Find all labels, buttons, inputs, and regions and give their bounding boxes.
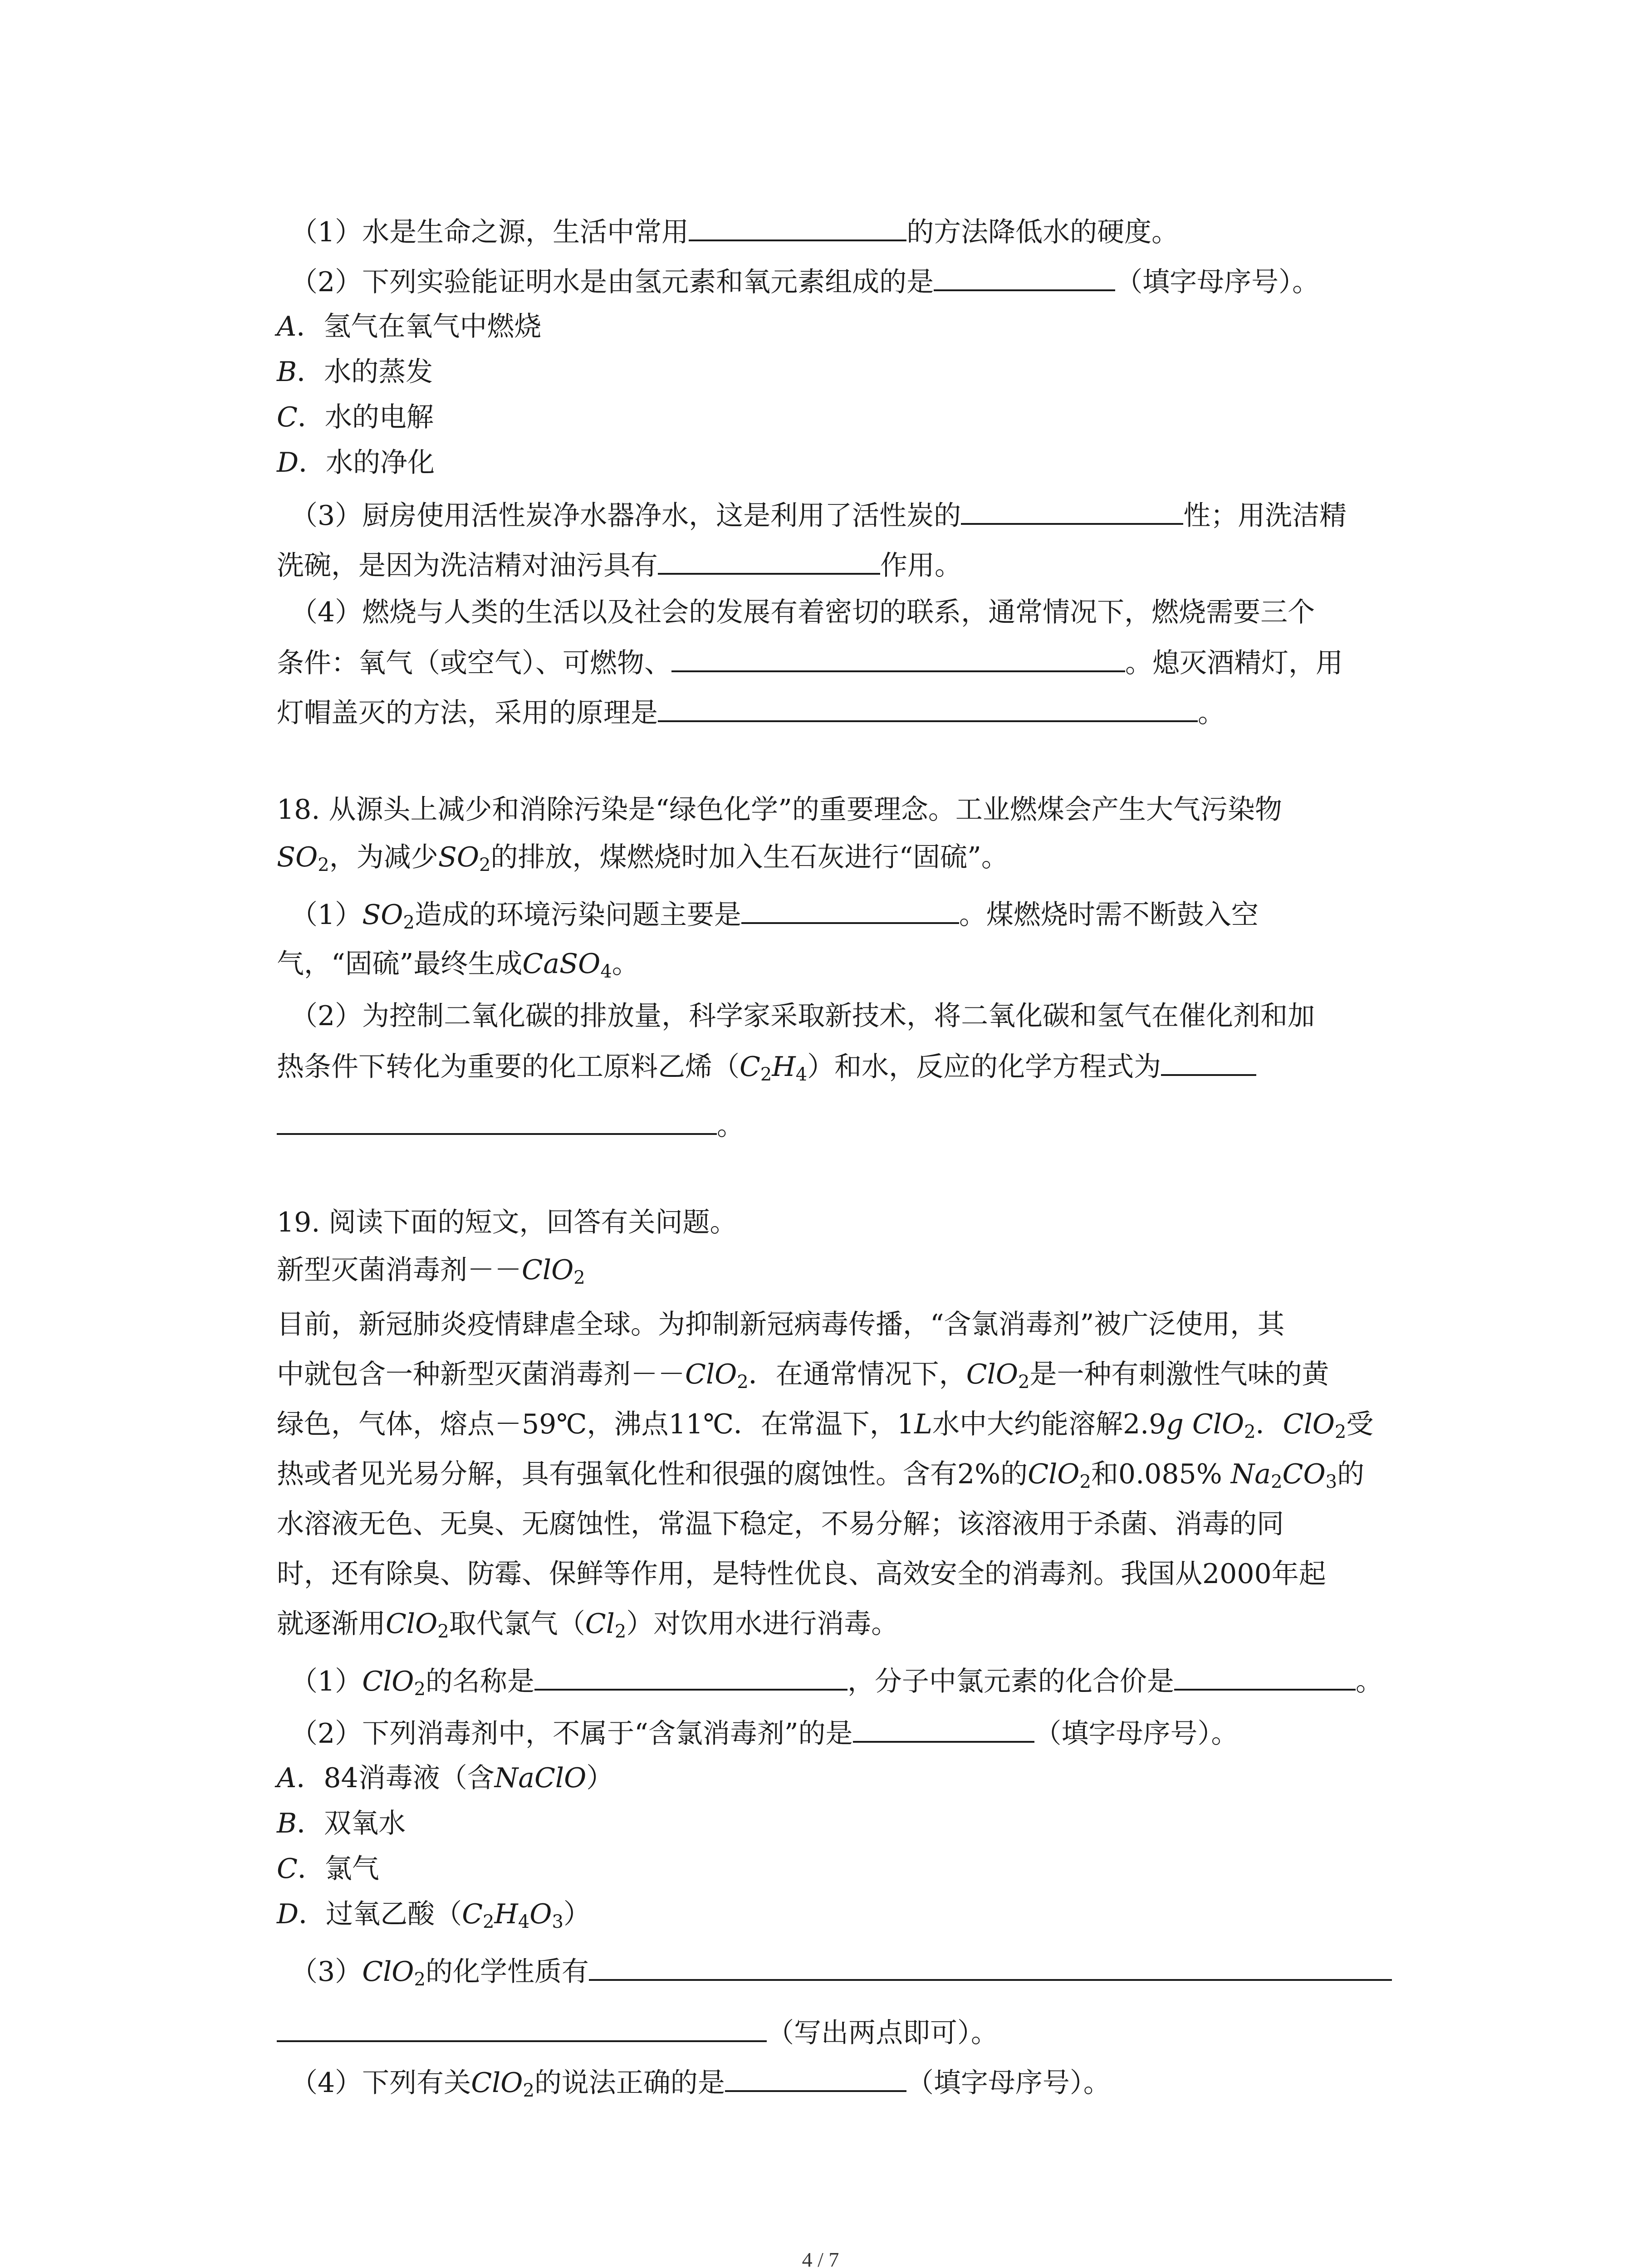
passage-text: 受 — [1346, 1408, 1374, 1440]
option-letter: C — [277, 1853, 298, 1885]
q17-part4 — [290, 594, 1315, 631]
formula-clo2: ClO — [1283, 1408, 1335, 1440]
q17-part1-text-end: 的方法降低水的硬度。 — [906, 216, 1179, 248]
formula-c2h4-h: H — [772, 1051, 796, 1083]
subscript: 2 — [437, 1621, 449, 1642]
subscript: 2 — [760, 1064, 772, 1085]
q19-intro: 阅读下面的短文，回答有关问题。 — [328, 1207, 737, 1238]
q18-part1-text-2: 。煤燃烧时需不断鼓入空 — [959, 899, 1259, 931]
unit-gram: g — [1166, 1408, 1184, 1440]
q17-part4-text-3: 。熄灭酒精灯，用 — [1125, 647, 1343, 679]
subscript: 3 — [1325, 1471, 1337, 1492]
q19-part2 — [290, 1715, 1239, 1752]
subscript: 3 — [552, 1911, 563, 1932]
answer-blank[interactable] — [671, 644, 1125, 672]
q17-part4-cont — [277, 644, 1343, 681]
option-text: ．双氧水 — [297, 1808, 406, 1839]
option-text-end: ） — [563, 1898, 591, 1930]
question-number: 18. — [277, 794, 320, 826]
q18-part2-text-3: ）和水，反应的化学方程式为 — [807, 1051, 1161, 1083]
q17-part4-text-2: 条件：氧气（或空气）、可燃物、 — [277, 647, 671, 679]
passage-text: 目前，新冠肺炎疫情肆虐全球。为抑制新冠病毒传播，“含氯消毒剂”被广泛使用，其 — [277, 1309, 1285, 1340]
q19-part3-label: （3） — [290, 1956, 362, 1988]
formula-clo2: ClO — [362, 1956, 414, 1988]
q19-option-a — [277, 1760, 613, 1796]
q19-part1-text-2: ，分子中氯元素的化合价是 — [847, 1666, 1174, 1697]
q17-option-c — [277, 399, 434, 435]
q18-part2-cont2 — [277, 1107, 744, 1144]
option-letter: A — [277, 1762, 297, 1794]
q17-part3-text: （3）厨房使用活性炭净水器净水，这是利用了活性炭的 — [290, 500, 961, 532]
q17-option-d — [277, 445, 435, 481]
subscript: 4 — [600, 961, 612, 982]
q18-part1 — [290, 896, 1259, 933]
q18-part2-text-2: 热条件下转化为重要的化工原料乙烯（ — [277, 1051, 740, 1083]
passage-text: 水中大约能溶解2.9 — [932, 1408, 1166, 1440]
option-text: ．过氧乙酸（ — [299, 1898, 462, 1930]
subscript: 2 — [614, 1621, 627, 1642]
subscript: 2 — [403, 912, 415, 933]
q19-passage-line2 — [277, 1356, 1329, 1393]
formula-caso4: CaSO — [522, 948, 601, 980]
formula-clo2: ClO — [1192, 1408, 1244, 1440]
q19-part3 — [290, 1953, 1392, 1990]
q19-stem — [277, 1204, 737, 1241]
answer-blank[interactable] — [934, 263, 1115, 291]
formula-naclo: NaClO — [494, 1762, 587, 1794]
option-text: ．水的蒸发 — [297, 356, 433, 388]
formula-so2: SO — [438, 841, 480, 873]
q19-part1-label: （1） — [290, 1666, 362, 1697]
subscript: 2 — [483, 1911, 495, 1932]
subscript: 2 — [1334, 1422, 1347, 1442]
q18-part1-text-end: 。 — [612, 948, 639, 980]
q17-part3-text-end: 作用。 — [880, 550, 962, 582]
q19-passage-line3: 绿色，气体，熔点－59℃，沸点11℃．在常温下，1L水中大约能溶解2.9g ClO$_2$．ClO$_2$受 — [277, 1408, 1374, 1442]
q19-part3-text: 的化学性质有 — [425, 1956, 589, 1988]
answer-blank[interactable] — [658, 694, 1198, 722]
q17-part3-text-mid: 性；用洗洁精 — [1183, 500, 1347, 532]
subscript: 2 — [1079, 1471, 1091, 1492]
answer-blank[interactable] — [741, 896, 959, 924]
q18-stem-cont — [277, 839, 1009, 875]
q18-part2-text-end: 。 — [717, 1110, 744, 1142]
q17-part4-cont2 — [277, 694, 1225, 731]
formula-na2co3-co: CO — [1282, 1458, 1326, 1490]
subscript: 4 — [795, 1064, 808, 1085]
option-letter: B — [277, 1808, 297, 1839]
formula-clo2: ClO — [362, 1666, 414, 1697]
option-text-end: ） — [586, 1762, 614, 1794]
passage-text: 水溶液无色、无臭、无腐蚀性，常温下稳定，不易分解；该溶液用于杀菌、消毒的同 — [277, 1508, 1284, 1540]
subscript: 2 — [479, 855, 491, 875]
subscript: 2 — [573, 1267, 585, 1288]
q17-part3-text-2: 洗碗，是因为洗洁精对油污具有 — [277, 550, 658, 582]
q19-option-d — [277, 1896, 591, 1932]
subscript: 2 — [1271, 1471, 1283, 1492]
q18-part1-label: （1） — [290, 899, 362, 931]
option-text: ．84消毒液（含 — [296, 1762, 495, 1794]
q19-passage-line5 — [277, 1506, 1284, 1542]
answer-blank[interactable] — [277, 1107, 717, 1135]
option-text: ．水的净化 — [299, 447, 435, 479]
passage-text: ）对饮用水进行消毒。 — [626, 1608, 899, 1640]
passage-text: 时，还有除臭、防霉、保鲜等作用，是特性优良、高效安全的消毒剂。我国从2000年起 — [277, 1558, 1326, 1590]
q19-passage-line1 — [277, 1306, 1284, 1343]
passage-text: 的 — [1337, 1458, 1365, 1490]
q17-option-b — [277, 354, 433, 390]
q18-part2 — [290, 998, 1315, 1034]
formula-clo2: ClO — [685, 1359, 737, 1390]
q19-part1-text: 的名称是 — [425, 1666, 534, 1697]
subscript: 2 — [1244, 1422, 1256, 1442]
passage-text: 热或者见光易分解，具有强氧化性和很强的腐蚀性。含有2%的 — [277, 1458, 1028, 1490]
q17-part1 — [290, 213, 1179, 250]
q17-part1-text: （1）水是生命之源，生活中常用 — [290, 216, 689, 248]
answer-blank[interactable] — [589, 1953, 1392, 1981]
q19-part4 — [290, 2064, 1111, 2101]
q18-part2-cont — [277, 1048, 1256, 1085]
q18-stem-text-3: 的排放，煤燃烧时加入生石灰进行“固硫”。 — [490, 841, 1009, 873]
q18-stem-text: 从源头上减少和消除污染是“绿色化学”的重要理念。工业燃煤会产生大气污染物 — [328, 794, 1282, 826]
option-letter: D — [277, 1898, 299, 1930]
answer-blank[interactable] — [658, 547, 880, 575]
formula-clo2: ClO — [386, 1608, 438, 1640]
option-letter: D — [277, 447, 299, 479]
option-letter: B — [277, 356, 297, 388]
q17-part4-text-4: 灯帽盖灭的方法，采用的原理是 — [277, 697, 658, 729]
answer-blank[interactable] — [853, 1715, 1034, 1743]
formula-clo2: ClO — [471, 2067, 523, 2099]
q19-part3-cont — [277, 2014, 998, 2051]
q19-part1-text-end: 。 — [1355, 1666, 1383, 1697]
q19-passage-line6 — [277, 1556, 1326, 1592]
formula-so2: SO — [362, 899, 403, 931]
q17-part4-text: （4）燃烧与人类的生活以及社会的发展有着密切的联系，通常情况下，燃烧需要三个 — [290, 596, 1315, 628]
q19-part2-text: （2）下列消毒剂中，不属于“含氯消毒剂”的是 — [290, 1718, 853, 1750]
q18-part1-text: 造成的环境污染问题主要是 — [414, 899, 741, 931]
q19-passage-line7 — [277, 1606, 898, 1642]
q17-part3 — [290, 497, 1347, 534]
q19-option-b — [277, 1805, 406, 1842]
q19-option-c — [277, 1851, 379, 1887]
q17-option-a — [277, 308, 541, 345]
subscript: 4 — [518, 1911, 530, 1932]
formula-c2h4: C — [740, 1051, 760, 1083]
q19-part3-text-end: （写出两点即可）。 — [767, 2017, 998, 2049]
q18-stem-text-2: ，为减少 — [329, 841, 438, 873]
q17-part2 — [290, 263, 1319, 300]
question-number: 19. — [277, 1207, 320, 1238]
subscript: 2 — [523, 2080, 534, 2101]
passage-text: 中就包含一种新型灭菌消毒剂－－ — [277, 1359, 685, 1390]
answer-blank[interactable] — [1161, 1048, 1256, 1076]
formula-clo2: ClO — [966, 1359, 1019, 1390]
formula-clo2: ClO — [522, 1254, 574, 1286]
q19-part4-text: （4）下列有关 — [290, 2067, 471, 2099]
passage-title-text: 新型灭菌消毒剂－－ — [277, 1254, 522, 1286]
option-letter: C — [277, 401, 298, 433]
formula-c2h4o3: C — [462, 1898, 483, 1930]
formula-clo2: ClO — [1028, 1458, 1080, 1490]
answer-blank[interactable] — [725, 2064, 906, 2092]
q17-part2-text-end: （填字母序号）。 — [1115, 266, 1320, 298]
subscript: 2 — [737, 1372, 749, 1393]
q17-part2-text: （2）下列实验能证明水是由氢元素和氧元素组成的是 — [290, 266, 934, 298]
formula-c2h4o3-o: O — [529, 1898, 552, 1930]
q19-part2-text-end: （填字母序号）。 — [1034, 1718, 1239, 1750]
subscript: 2 — [414, 1969, 426, 1990]
passage-text: ．在通常情况下， — [748, 1359, 966, 1390]
q19-part4-text-end: （填字母序号）。 — [906, 2067, 1111, 2099]
passage-text: 绿色，气体，熔点－59℃，沸点11℃．在常温下，1 — [277, 1408, 915, 1440]
answer-blank[interactable] — [534, 1662, 847, 1691]
option-letter: A — [277, 311, 297, 342]
formula-c2h4o3-h: H — [494, 1898, 518, 1930]
q17-part3-cont — [277, 547, 962, 584]
formula-so2: SO — [277, 841, 318, 873]
q19-passage-title — [277, 1252, 585, 1288]
unit-liter: L — [914, 1408, 932, 1440]
subscript: 2 — [414, 1679, 426, 1700]
formula-na2co3: Na — [1230, 1458, 1271, 1490]
formula-cl2: Cl — [585, 1608, 615, 1640]
answer-blank[interactable] — [961, 497, 1183, 525]
subscript: 2 — [1018, 1372, 1030, 1393]
q18-stem — [277, 792, 1282, 828]
q18-part1-cont — [277, 946, 639, 982]
passage-text: 取代氯气（ — [449, 1608, 585, 1640]
passage-text: 是一种有刺激性气味的黄 — [1029, 1359, 1329, 1390]
answer-blank[interactable] — [689, 213, 906, 241]
option-text: ．氢气在氧气中燃烧 — [296, 311, 542, 342]
passage-text: 就逐渐用 — [277, 1608, 386, 1640]
passage-text: 和0.085% — [1091, 1458, 1222, 1490]
answer-blank[interactable] — [277, 2014, 767, 2042]
q19-part1 — [290, 1662, 1383, 1700]
q18-part1-text-3: 气，“固硫”最终生成 — [277, 948, 523, 980]
q19-part4-text-2: 的说法正确的是 — [534, 2067, 725, 2099]
q18-part2-text: （2）为控制二氧化碳的排放量，科学家采取新技术，将二氧化碳和氢气在催化剂和加 — [290, 1000, 1315, 1032]
subscript: 2 — [318, 855, 329, 875]
q19-passage-line4 — [277, 1456, 1364, 1492]
answer-blank[interactable] — [1174, 1662, 1356, 1691]
option-text: ．水的电解 — [297, 401, 434, 433]
option-text: ．氯气 — [297, 1853, 379, 1885]
q17-part4-text-end: 。 — [1198, 697, 1225, 729]
page-number: 4 / 7 — [802, 2248, 839, 2268]
